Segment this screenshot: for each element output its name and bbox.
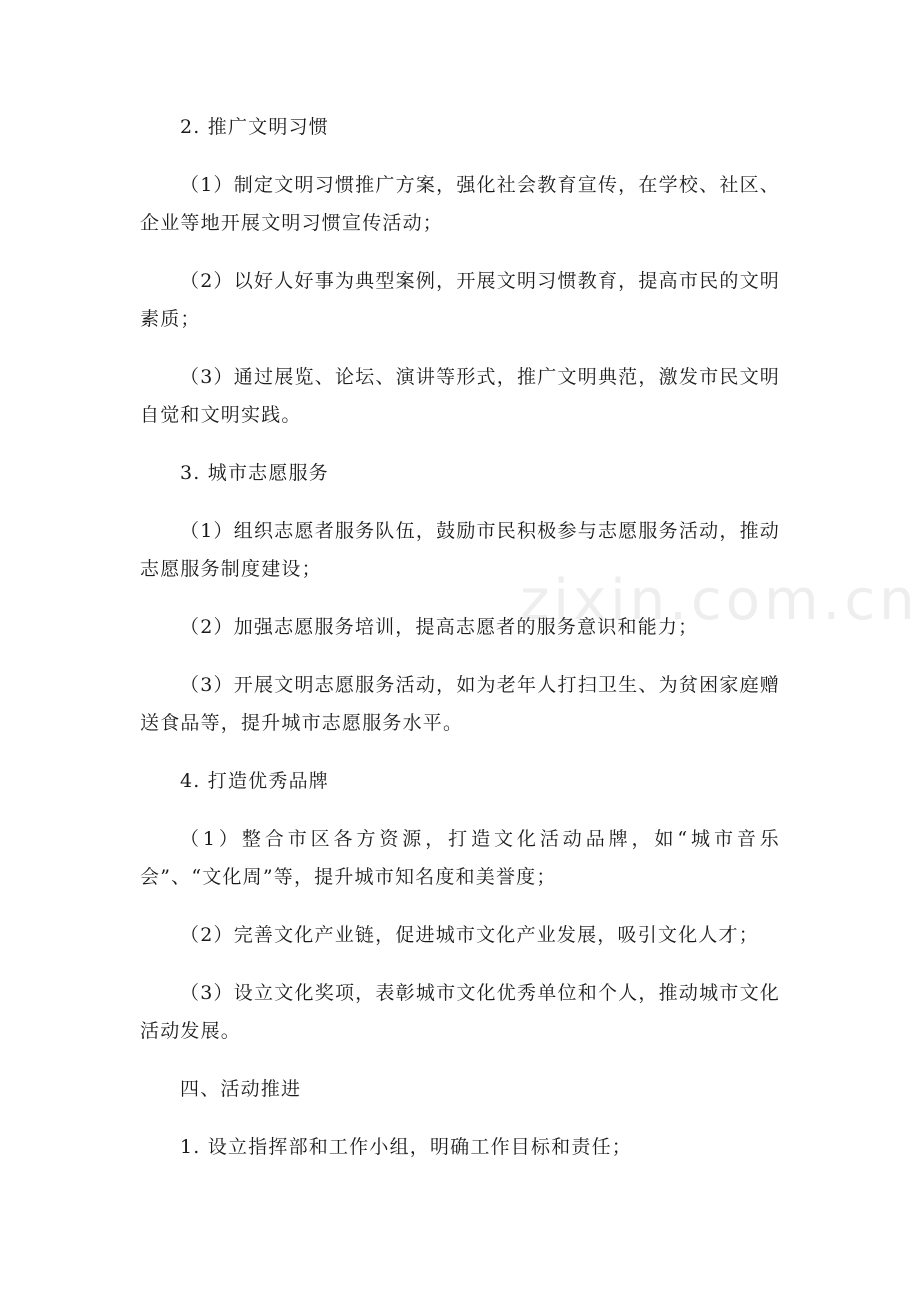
watermark: zixin.com.cn [520,568,919,633]
list-item: （1）整合市区各方资源，打造文化活动品牌，如“城市音乐会”、“文化周”等，提升城市知名度和美誉度； [140,828,780,888]
list-item: （2）完善文化产业链，促进城市文化产业发展，吸引文化人才； [180,924,759,946]
list-item: （3）设立文化奖项，表彰城市文化优秀单位和个人，推动城市文化活动发展。 [140,982,780,1042]
section-heading-activity-promotion: 四、活动推进 [180,1078,302,1100]
list-item: （1）组织志愿者服务队伍，鼓励市民积极参与志愿服务活动，推动志愿服务制度建设； [140,520,780,580]
document-page [140,108,780,1186]
list-item: （3）开展文明志愿服务活动，如为老年人打扫卫生、为贫困家庭赠送食品等，提升城市志愿服务水平。 [140,674,780,734]
list-item: （2）以好人好事为典型案例，开展文明习惯教育，提高市民的文明素质； [140,270,780,330]
list-item: （1）制定文明习惯推广方案，强化社会教育宣传，在学校、社区、企业等地开展文明习惯宣传活动； [140,174,780,234]
section-heading-brand-building: 4. 打造优秀品牌 [180,770,329,792]
section-heading-volunteer-service: 3. 城市志愿服务 [180,462,329,484]
section-heading-promote-habits: 2. 推广文明习惯 [180,116,329,138]
list-item: （3）通过展览、论坛、演讲等形式，推广文明典范，激发市民文明自觉和文明实践。 [140,366,780,426]
list-item: 1. 设立指挥部和工作小组，明确工作目标和责任； [180,1136,632,1158]
list-item: （2）加强志愿服务培训，提高志愿者的服务意识和能力； [180,616,699,638]
